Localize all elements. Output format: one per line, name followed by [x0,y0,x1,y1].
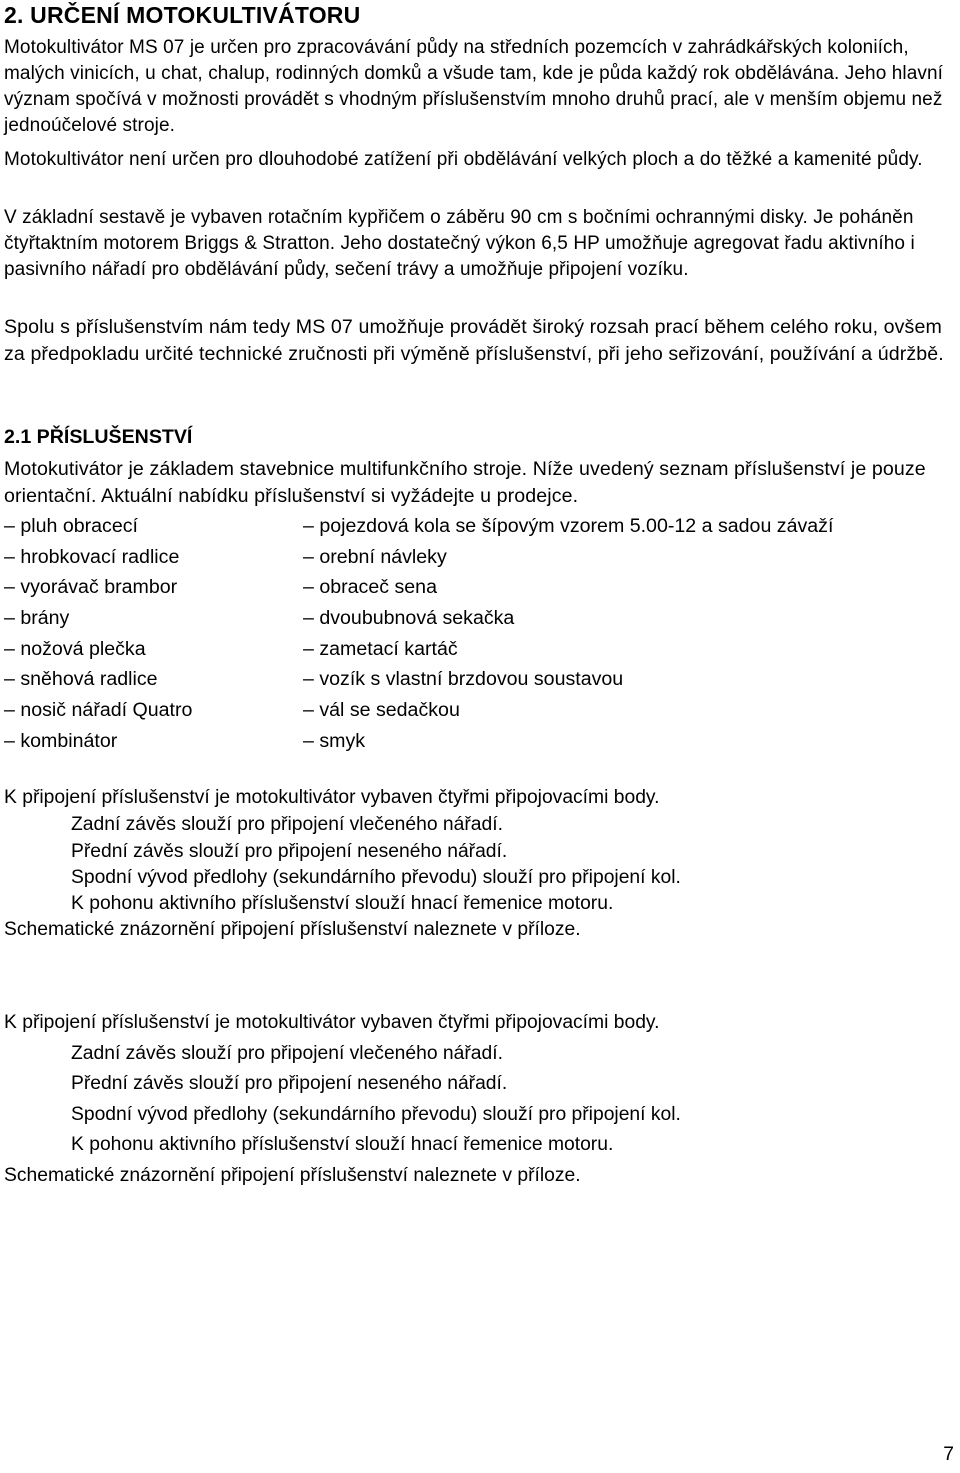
list-item [4,511,954,541]
attachment-outro: Schematické znázornění připojení příslušenství naleznete v příloze. [4,919,581,940]
section-heading: 2. URČENÍ MOTOKULTIVÁTORU [4,2,361,28]
accessory-right: – obraceč sena [303,576,437,598]
attachment-point: Zadní závěs slouží pro připojení vlečeného nářadí. [71,1043,503,1064]
paragraph-limitations: Motokultivátor není určen pro dlouhodobé zatížení při obdělávání velkých ploch a do těžké a kamenité půdy. [4,149,923,170]
accessory-left: – sněhová radlice [4,668,158,690]
accessory-left: – kombinátor [4,730,118,752]
accessory-left: – brány [4,607,70,629]
accessory-right: – smyk [303,730,366,752]
attachment-point: Přední závěs slouží pro připojení neseného nářadí. [71,841,508,862]
accessory-right: – vál se sedačkou [303,699,460,721]
accessory-right: – pojezdová kola se šípovým vzorem 5.00-12 a sadou závaží [303,515,834,537]
attachment-intro: K připojení příslušenství je motokultivátor vybaven čtyřmi připojovacími body. [4,1012,660,1033]
attachment-outro: Schematické znázornění připojení příslušenství naleznete v příloze. [4,1165,581,1186]
attachment-point: Spodní vývod předlohy (sekundárního převodu) slouží pro připojení kol. [71,867,681,888]
list-item [4,726,954,756]
attachment-intro: K připojení příslušenství je motokultivátor vybaven čtyřmi připojovacími body. [4,787,660,808]
list-item [4,572,954,602]
attachment-point: Spodní vývod předlohy (sekundárního převodu) slouží pro připojení kol. [71,1104,681,1125]
page-number: 7 [943,1444,954,1465]
accessory-left: – pluh obracecí [4,515,138,537]
list-item [4,695,954,725]
subsection-intro: Motokutivátor je základem stavebnice multifunkčního stroje. Níže uvedený seznam příslušenství je pouze orientační. Aktuální nabídku příslušenství si vyžádejte u prodejce. [4,458,926,507]
attachment-point: Přední závěs slouží pro připojení neseného nářadí. [71,1073,508,1094]
list-item [4,603,954,633]
paragraph-purpose: Motokultivátor MS 07 je určen pro zpracovávání půdy na středních pozemcích v zahrádkářských koloniích, malých vinicích, u chat, chalup, rodinných domků a všude tam, kde je půda každý rok obdělávána. Jeho hlavní význam spočívá v možnosti provádět s vhodným příslušenstvím mnoho druhů prací, ale v menším objemu než jednoúčelové stroje. [4,37,944,136]
attachment-point: K pohonu aktivního příslušenství slouží hnací řemenice motoru. [71,1134,614,1155]
attachment-point: Zadní závěs slouží pro připojení vlečeného nářadí. [71,814,503,835]
attachment-point: K pohonu aktivního příslušenství slouží hnací řemenice motoru. [71,893,614,914]
accessory-right: – vozík s vlastní brzdovou soustavou [303,668,624,690]
accessory-right: – dvoububnová sekačka [303,607,515,629]
accessory-right: – zametací kartáč [303,638,458,660]
paragraph-usage: Spolu s příslušenstvím nám tedy MS 07 umožňuje provádět široký rozsah prací během celého roku, ovšem za předpokladu určité technické zručnosti při výměně příslušenství, při jeho seřizování, používání a údržbě. [4,316,944,365]
accessory-left: – nosič nářadí Quatro [4,699,193,721]
paragraph-basic-setup: V základní sestavě je vybaven rotačním kypřičem o záběru 90 cm s bočními ochrannými disky. Je poháněn čtyřtaktním motorem Briggs & Stratton. Jeho dostatečný výkon 6,5 HP umožňuje agregovat řadu aktivního i pasivního nářadí pro obdělávání půdy, sečení trávy a umožňuje připojení vozíku. [4,207,915,280]
list-item [4,634,954,664]
list-item [4,542,954,572]
accessory-left: – nožová plečka [4,638,146,660]
subsection-heading: 2.1 PŘÍSLUŠENSTVÍ [4,426,193,448]
accessory-left: – vyorávač brambor [4,576,178,598]
list-item [4,664,954,694]
accessory-right: – orební návleky [303,546,447,568]
accessory-left: – hrobkovací radlice [4,546,180,568]
